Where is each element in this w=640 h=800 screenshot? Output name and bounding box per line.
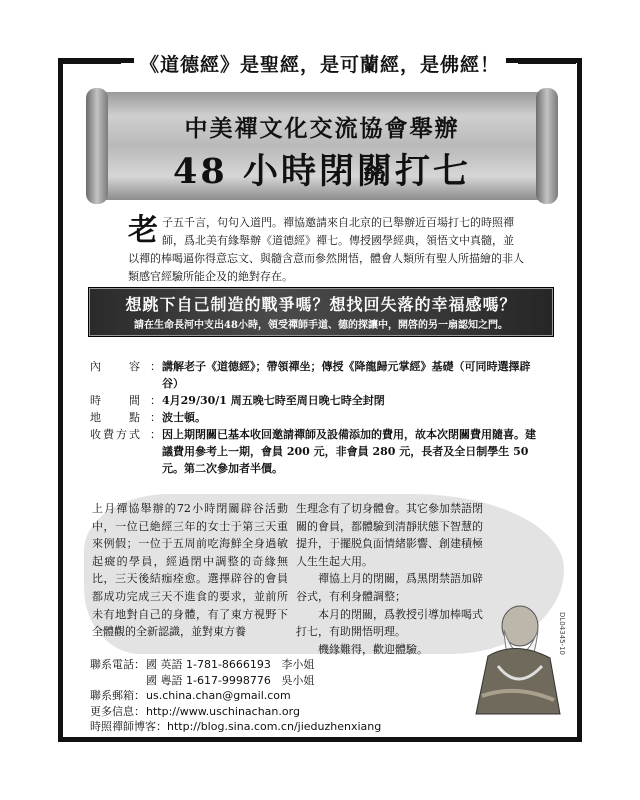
contact-phone-english bbox=[90, 657, 470, 673]
contact-block bbox=[90, 657, 470, 735]
testimonial-left-column bbox=[92, 500, 288, 641]
detail-content: 內 容 ： 講解老子《道德經》；帶領禪坐；傳授《降龍歸元掌經》基礎（可同時選擇辟谷） bbox=[90, 358, 540, 392]
headline: 《道德經》是聖經，是可蘭經，是佛經！ bbox=[0, 50, 640, 77]
detail-value: 講解老子《道德經》；帶領禪坐；傳授《降龍歸元掌經》基礎（可同時選擇辟谷） bbox=[162, 360, 531, 390]
event-title: 48 小時閉關打七 bbox=[173, 151, 471, 192]
website-link[interactable]: http://www.uschinachan.org bbox=[146, 704, 300, 718]
testimonial-right-text: 生理念有了切身體會。其它參加禁語閉關的會員，都體驗到清靜狀態下智慧的提升，于擺脱負面情緒影響、創建積極人生生起大用。 bbox=[296, 502, 483, 568]
contact-phone-cantonese bbox=[90, 673, 470, 689]
welcome-note: 機緣難得，歡迎體驗。 bbox=[318, 642, 428, 656]
slogan-line-1: 想跳下自己制造的戰爭嗎？想找回失落的幸福感嗎？ bbox=[125, 295, 517, 314]
contact-website bbox=[90, 704, 470, 720]
contact-email bbox=[90, 688, 470, 704]
retreat-note-last-month: 禪協上月的閉關，爲黑閉禁語加辟谷式，有利身體調整； bbox=[296, 572, 483, 603]
detail-location: 地 點 ： 波士頓。 bbox=[90, 409, 540, 426]
title-scroll bbox=[96, 92, 548, 200]
detail-value: 因上期閉關已基本收回邀請禪師及設備添加的費用，故本次閉關費用隨喜。建議費用參考上一期，會員 200 元，非會員 280 元，長者及全日制學生 50 元。第二次參加者半價。 bbox=[162, 428, 536, 475]
testimonial-left-text: 上月禪協舉辦的72小時閉關辟谷活動中，一位已絶經三年的女士于第三天重來例假；一位于五周前吃海鮮全身過敏起癍的學員，經過閉中調整的奇緣無比，三天後結痂痊愈。選擇辟谷的會員都成功完成三天不進食的要求，並前所未有地對自己的身體，有了東方視野下全體觀的全新認識，並對東方養 bbox=[92, 502, 288, 639]
testimonial-right-column bbox=[296, 500, 486, 658]
detail-value: 4月29/30/1 周五晚七時至周日晚七時全封閉 bbox=[162, 394, 385, 407]
image-code: DL04345-10 bbox=[558, 612, 566, 655]
slogan-line-2: 請在生命長河中支出48小時，領受禪師手道、德的探讓中，開啓的另一扇認知之門。 bbox=[134, 320, 508, 331]
phone-en-label: 國 英語 bbox=[146, 658, 183, 671]
phone-en-contact: 李小姐 bbox=[281, 658, 315, 671]
organizer-title: 中美禪文化交流協會舉辦 bbox=[184, 115, 460, 142]
phone-label: 聯系電話： bbox=[90, 658, 145, 671]
detail-label: 收費方式 bbox=[90, 428, 142, 441]
contact-blog bbox=[90, 719, 470, 735]
detail-value: 波士頓。 bbox=[162, 411, 206, 424]
intro-text: 子五千言，句句入道門。禪協邀請來自北京的已舉辦近百場打七的時照禪師，爲北美有緣舉辦《道德經》禪七。傳授國學經典，領悟文中真髓，並以禪的棒喝逼你得意忘文、與髓含意而參然開悟，體會人類所有聖人所描繪的非人類感官經驗所能企及的絶對存在。 bbox=[128, 216, 524, 283]
more-info-label: 更多信息： bbox=[90, 704, 145, 718]
email-label: 聯系郵箱： bbox=[90, 689, 145, 702]
phone-cn-contact: 吳小姐 bbox=[281, 673, 315, 687]
blog-label: 時照禪師博客： bbox=[90, 720, 167, 733]
phone-cn-label: 國 粵語 bbox=[146, 673, 183, 687]
slogan-banner bbox=[88, 287, 554, 337]
detail-fee: 收費方式 ： 因上期閉關已基本收回邀請禪師及設備添加的費用，故本次閉關費用隨喜。建議費用參考上一期，會員 200 元，非會員 280 元，長者及全日制學生 50 元。第二次參加者半價。 bbox=[90, 426, 540, 477]
detail-label: 內 容 bbox=[90, 360, 142, 373]
intro-dropcap: 老 bbox=[128, 213, 158, 248]
detail-label: 時 間 bbox=[90, 394, 142, 407]
event-details bbox=[90, 358, 540, 477]
intro-paragraph bbox=[128, 214, 524, 286]
detail-time: 時 間 ： 4月29/30/1 周五晚七時至周日晚七時全封閉 bbox=[90, 392, 540, 409]
retreat-note-this-month: 本月的閉關，爲教授引導加棒喝式打七，有助開悟明理。 bbox=[296, 607, 483, 639]
phone-en-number[interactable]: 1-781-8666193 bbox=[186, 658, 271, 671]
blog-link[interactable]: http://blog.sina.com.cn/jieduzhenxiang bbox=[167, 720, 382, 733]
email-link[interactable]: us.china.chan@gmail.com bbox=[146, 689, 291, 702]
phone-cn-number[interactable]: 1-617-9998776 bbox=[186, 673, 271, 687]
detail-label: 地 點 bbox=[90, 411, 142, 424]
sage-illustration bbox=[468, 596, 564, 720]
